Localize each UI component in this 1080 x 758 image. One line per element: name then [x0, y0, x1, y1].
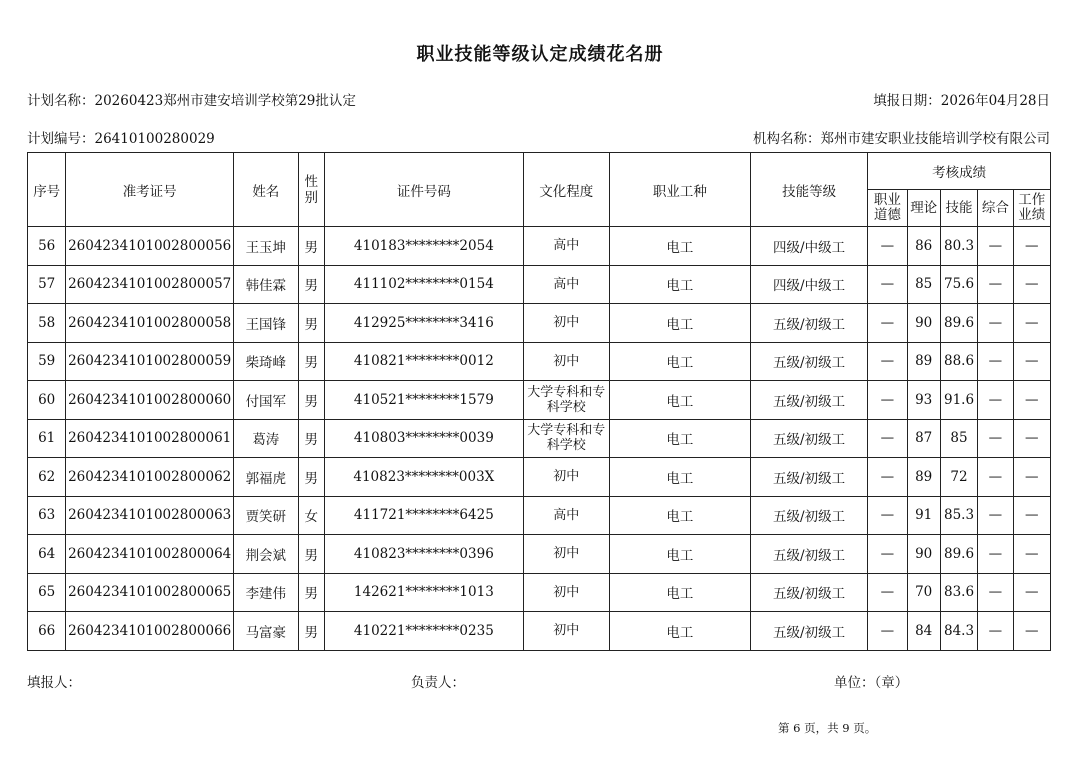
score-table [27, 152, 1051, 651]
cell-name: 柴琦峰 [234, 342, 299, 381]
cell-occupation: 电工 [609, 342, 750, 381]
cell-theory: 90 [907, 304, 940, 343]
plan-name: 计划名称：20260423郑州市建安培训学校第29批认定 [27, 93, 356, 109]
cell-ethics: — [868, 573, 907, 612]
score-table-body [28, 227, 1051, 651]
cell-gender: 男 [298, 381, 324, 420]
cell-overall: — [978, 227, 1013, 266]
cell-skill: 72 [940, 458, 977, 497]
cell-exam-no: 2604234101002800059 [66, 342, 234, 381]
cell-id-no: 410821********0012 [324, 342, 523, 381]
cell-education: 初中 [523, 573, 609, 612]
cell-ethics: — [868, 458, 907, 497]
cell-name: 郭福虎 [234, 458, 299, 497]
table-row [28, 573, 1051, 612]
cell-seq: 58 [28, 304, 66, 343]
cell-occupation: 电工 [609, 227, 750, 266]
cell-gender: 男 [298, 304, 324, 343]
cell-education: 高中 [523, 496, 609, 535]
cell-ethics: — [868, 419, 907, 458]
cell-overall: — [978, 535, 1013, 574]
cell-exam-no: 2604234101002800062 [66, 458, 234, 497]
cell-work: — [1013, 496, 1050, 535]
cell-skill-level: 五级/初级工 [751, 573, 868, 612]
cell-name: 韩佳霖 [234, 265, 299, 304]
cell-education: 初中 [523, 342, 609, 381]
cell-exam-no: 2604234101002800056 [66, 227, 234, 266]
cell-seq: 61 [28, 419, 66, 458]
cell-skill: 84.3 [940, 612, 977, 651]
cell-overall: — [978, 573, 1013, 612]
cell-ethics: — [868, 227, 907, 266]
cell-ethics: — [868, 381, 907, 420]
cell-seq: 57 [28, 265, 66, 304]
table-row [28, 227, 1051, 266]
cell-id-no: 411721********6425 [324, 496, 523, 535]
cell-name: 付国军 [234, 381, 299, 420]
table-row [28, 419, 1051, 458]
cell-skill-level: 五级/初级工 [751, 381, 868, 420]
cell-id-no: 410803********0039 [324, 419, 523, 458]
cell-skill-level: 五级/初级工 [751, 496, 868, 535]
cell-skill-level: 五级/初级工 [751, 419, 868, 458]
cell-ethics: — [868, 535, 907, 574]
cell-skill: 75.6 [940, 265, 977, 304]
cell-exam-no: 2604234101002800064 [66, 535, 234, 574]
cell-work: — [1013, 612, 1050, 651]
cell-seq: 56 [28, 227, 66, 266]
cell-skill-level: 五级/初级工 [751, 458, 868, 497]
cell-skill-level: 四级/中级工 [751, 227, 868, 266]
cell-skill: 88.6 [940, 342, 977, 381]
cell-skill: 83.6 [940, 573, 977, 612]
cell-id-no: 410521********1579 [324, 381, 523, 420]
cell-seq: 65 [28, 573, 66, 612]
page-title: 职业技能等级认定成绩花名册 [416, 44, 664, 65]
cell-occupation: 电工 [609, 535, 750, 574]
cell-overall: — [978, 458, 1013, 497]
cell-theory: 90 [907, 535, 940, 574]
cell-exam-no: 2604234101002800065 [66, 573, 234, 612]
cell-work: — [1013, 381, 1050, 420]
cell-ethics: — [868, 265, 907, 304]
cell-overall: — [978, 496, 1013, 535]
cell-overall: — [978, 612, 1013, 651]
cell-work: — [1013, 265, 1050, 304]
cell-skill: 89.6 [940, 304, 977, 343]
cell-seq: 62 [28, 458, 66, 497]
cell-skill: 91.6 [940, 381, 977, 420]
cell-theory: 85 [907, 265, 940, 304]
cell-gender: 男 [298, 612, 324, 651]
header-work: 工作业绩 [1013, 190, 1050, 227]
cell-gender: 男 [298, 535, 324, 574]
table-row [28, 342, 1051, 381]
cell-id-no: 410823********0396 [324, 535, 523, 574]
header-ethics: 职业道德 [868, 190, 907, 227]
cell-id-no: 410183********2054 [324, 227, 523, 266]
cell-id-no: 142621********1013 [324, 573, 523, 612]
table-row [28, 304, 1051, 343]
cell-seq: 66 [28, 612, 66, 651]
header-occupation: 职业工种 [609, 153, 750, 227]
table-row [28, 535, 1051, 574]
cell-skill: 89.6 [940, 535, 977, 574]
cell-gender: 女 [298, 496, 324, 535]
cell-exam-no: 2604234101002800063 [66, 496, 234, 535]
cell-seq: 63 [28, 496, 66, 535]
cell-name: 贾笑研 [234, 496, 299, 535]
cell-gender: 男 [298, 573, 324, 612]
cell-exam-no: 2604234101002800060 [66, 381, 234, 420]
cell-work: — [1013, 458, 1050, 497]
cell-gender: 男 [298, 342, 324, 381]
cell-work: — [1013, 535, 1050, 574]
cell-overall: — [978, 342, 1013, 381]
cell-education: 初中 [523, 458, 609, 497]
header-skill-level: 技能等级 [751, 153, 868, 227]
cell-work: — [1013, 227, 1050, 266]
cell-skill-level: 五级/初级工 [751, 612, 868, 651]
table-row [28, 612, 1051, 651]
cell-occupation: 电工 [609, 573, 750, 612]
header-scores: 考核成绩 [868, 153, 1051, 190]
cell-ethics: — [868, 612, 907, 651]
cell-occupation: 电工 [609, 381, 750, 420]
header-exam-no: 准考证号 [66, 153, 234, 227]
header-overall: 综合 [978, 190, 1013, 227]
plan-number: 计划编号：26410100280029 [27, 131, 215, 147]
cell-theory: 93 [907, 381, 940, 420]
cell-name: 葛涛 [234, 419, 299, 458]
cell-gender: 男 [298, 419, 324, 458]
cell-occupation: 电工 [609, 419, 750, 458]
cell-gender: 男 [298, 227, 324, 266]
cell-occupation: 电工 [609, 304, 750, 343]
cell-skill: 85 [940, 419, 977, 458]
header-theory: 理论 [907, 190, 940, 227]
cell-theory: 89 [907, 342, 940, 381]
cell-occupation: 电工 [609, 496, 750, 535]
cell-skill-level: 五级/初级工 [751, 342, 868, 381]
cell-skill: 80.3 [940, 227, 977, 266]
cell-gender: 男 [298, 458, 324, 497]
unit-label: 单位：（章） [834, 675, 909, 691]
cell-education: 初中 [523, 304, 609, 343]
cell-education: 大学专科和专科学校 [523, 381, 609, 420]
cell-education: 大学专科和专科学校 [523, 419, 609, 458]
cell-occupation: 电工 [609, 458, 750, 497]
cell-exam-no: 2604234101002800058 [66, 304, 234, 343]
fill-date: 填报日期：2026年04月28日 [873, 93, 1050, 109]
page-number-text: 第 6 页，共 9 页。 [778, 721, 877, 735]
cell-occupation: 电工 [609, 265, 750, 304]
header-gender: 性别 [298, 153, 324, 227]
cell-id-no: 410221********0235 [324, 612, 523, 651]
cell-skill-level: 四级/中级工 [751, 265, 868, 304]
cell-gender: 男 [298, 265, 324, 304]
cell-exam-no: 2604234101002800057 [66, 265, 234, 304]
cell-exam-no: 2604234101002800066 [66, 612, 234, 651]
cell-name: 李建伟 [234, 573, 299, 612]
responsible-label: 负责人： [411, 675, 465, 691]
cell-theory: 70 [907, 573, 940, 612]
cell-exam-no: 2604234101002800061 [66, 419, 234, 458]
cell-overall: — [978, 265, 1013, 304]
cell-work: — [1013, 342, 1050, 381]
table-row [28, 265, 1051, 304]
header-seq: 序号 [28, 153, 66, 227]
cell-ethics: — [868, 342, 907, 381]
cell-work: — [1013, 573, 1050, 612]
header-id-no: 证件号码 [324, 153, 523, 227]
cell-education: 高中 [523, 265, 609, 304]
cell-name: 荆会斌 [234, 535, 299, 574]
cell-id-no: 410823********003X [324, 458, 523, 497]
cell-seq: 60 [28, 381, 66, 420]
cell-theory: 87 [907, 419, 940, 458]
table-row [28, 381, 1051, 420]
reporter-label: 填报人： [27, 675, 81, 691]
cell-name: 马富豪 [234, 612, 299, 651]
cell-overall: — [978, 381, 1013, 420]
organization-name: 机构名称：郑州市建安职业技能培训学校有限公司 [753, 131, 1050, 147]
header-education: 文化程度 [523, 153, 609, 227]
cell-name: 王国锋 [234, 304, 299, 343]
cell-overall: — [978, 419, 1013, 458]
header-name: 姓名 [234, 153, 299, 227]
cell-theory: 91 [907, 496, 940, 535]
table-row [28, 458, 1051, 497]
cell-theory: 89 [907, 458, 940, 497]
cell-education: 高中 [523, 227, 609, 266]
cell-id-no: 411102********0154 [324, 265, 523, 304]
cell-education: 初中 [523, 535, 609, 574]
cell-ethics: — [868, 304, 907, 343]
cell-seq: 64 [28, 535, 66, 574]
cell-ethics: — [868, 496, 907, 535]
header-skill: 技能 [940, 190, 977, 227]
cell-work: — [1013, 419, 1050, 458]
table-row [28, 496, 1051, 535]
cell-occupation: 电工 [609, 612, 750, 651]
cell-name: 王玉坤 [234, 227, 299, 266]
cell-skill-level: 五级/初级工 [751, 304, 868, 343]
cell-work: — [1013, 304, 1050, 343]
cell-theory: 86 [907, 227, 940, 266]
cell-theory: 84 [907, 612, 940, 651]
cell-education: 初中 [523, 612, 609, 651]
cell-seq: 59 [28, 342, 66, 381]
cell-overall: — [978, 304, 1013, 343]
cell-id-no: 412925********3416 [324, 304, 523, 343]
cell-skill: 85.3 [940, 496, 977, 535]
cell-skill-level: 五级/初级工 [751, 535, 868, 574]
